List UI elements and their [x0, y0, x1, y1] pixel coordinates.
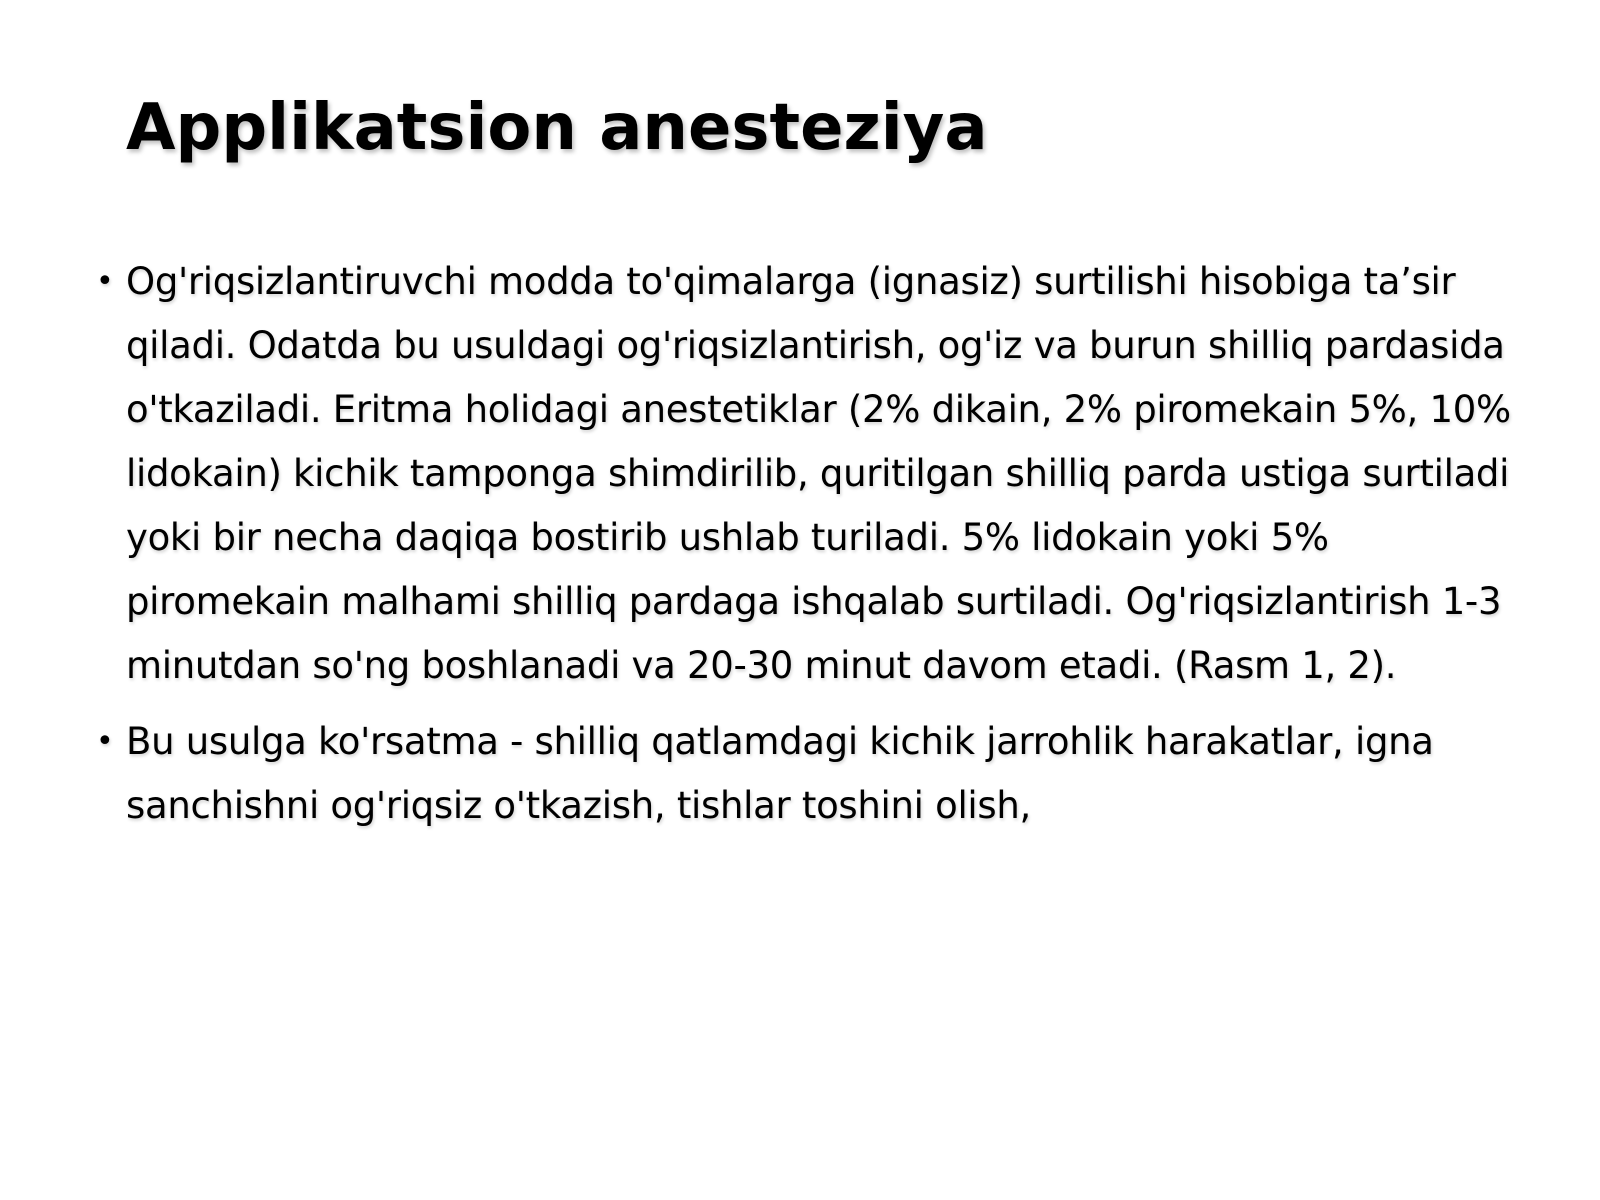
bullet-item-1 — [96, 250, 1526, 698]
bullet-icon: • — [96, 264, 114, 299]
bullet-list — [96, 250, 1526, 850]
bullet-text-1: Og'riqsizlantiruvchi modda to'qimalarga (ignasiz) surtilishi hisobiga ta’sir qiladi. Odatda bu usuldagi og'riqsizlantirish, og'iz va burun shilliq pardasida o'tkaziladi. Eritma holidagi anestetiklar (2% dikain, 2% piromekain 5%, 10% lidokain) kichik tamponga shimdirilib, quritilgan shilliq parda ustiga surtiladi yoki bir necha daqiqa bostirib ushlab turiladi. 5% lidokain yoki 5% piromekain malhami shilliq pardaga ishqalab surtiladi. Og'riqsizlantirish 1-3 minutdan so'ng boshlanadi va 20-30 minut davom etadi. (Rasm 1, 2). — [126, 260, 1511, 687]
bullet-item-2 — [96, 710, 1526, 838]
slide-title: Applikatsion anesteziya — [126, 91, 988, 165]
bullet-icon: • — [96, 724, 114, 759]
bullet-text-2: Bu usulga ko'rsatma - shilliq qatlamdagi kichik jarrohlik harakatlar, igna sanchishni og'riqsiz o'tkazish, tishlar toshini olish, — [126, 720, 1434, 827]
